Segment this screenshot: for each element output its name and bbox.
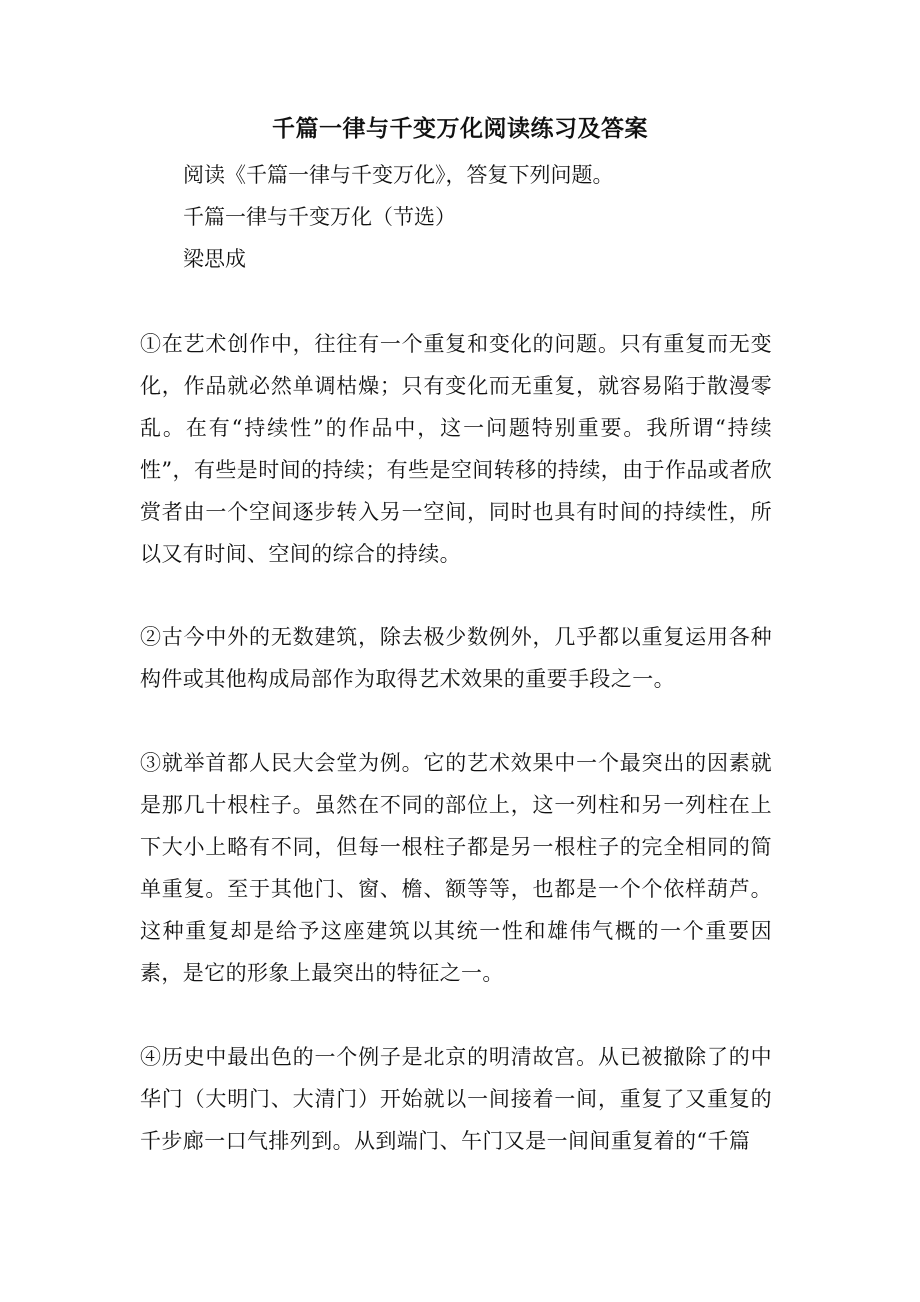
- paragraph-2: ②古今中外的无数建筑，除去极少数例外，几乎都以重复运用各种构件或其他构成局部作为取得艺术效果的重要手段之一。: [140, 625, 772, 691]
- intro-instruction: 阅读《千篇一律与千变万化》，答复下列问题。: [183, 163, 614, 187]
- article-title: 千篇一律与千变万化（节选）: [183, 205, 456, 229]
- paragraph-3: ③就举首都人民大会堂为例。它的艺术效果中一个最突出的因素就是那几十根柱子。虽然在不同的部位上，这一列柱和另一列柱在上下大小上略有不同，但每一根柱子都是另一根柱子的完全相同的简单重复。至于其他门、窗、檐、额等等，也都是一个个依样葫芦。这种重复却是给予这座建筑以其统一性和雄伟气概的一个重要因素，是它的形象上最突出的特征之一。: [140, 751, 772, 985]
- document-title: 千篇一律与千变万化阅读练习及答案: [272, 115, 648, 142]
- article-author: 梁思成: [183, 247, 246, 271]
- paragraph-4: ④历史中最出色的一个例子是北京的明清故宫。从已被撤除了的中华门（大明门、大清门）开始就以一间接着一间，重复了又重复的千步廊一口气排列到。从到端门、午门又是一间间重复着的“千篇: [140, 1045, 772, 1153]
- paragraph-1: ①在艺术创作中，往往有一个重复和变化的问题。只有重复而无变化，作品就必然单调枯燥；只有变化而无重复，就容易陷于散漫零乱。在有“持续性”的作品中，这一问题特别重要。我所谓“持续性”，有些是时间的持续；有些是空间转移的持续，由于作品或者欣赏者由一个空间逐步转入另一空间，同时也具有时间的持续性，所以又有时间、空间的综合的持续。: [140, 332, 772, 566]
